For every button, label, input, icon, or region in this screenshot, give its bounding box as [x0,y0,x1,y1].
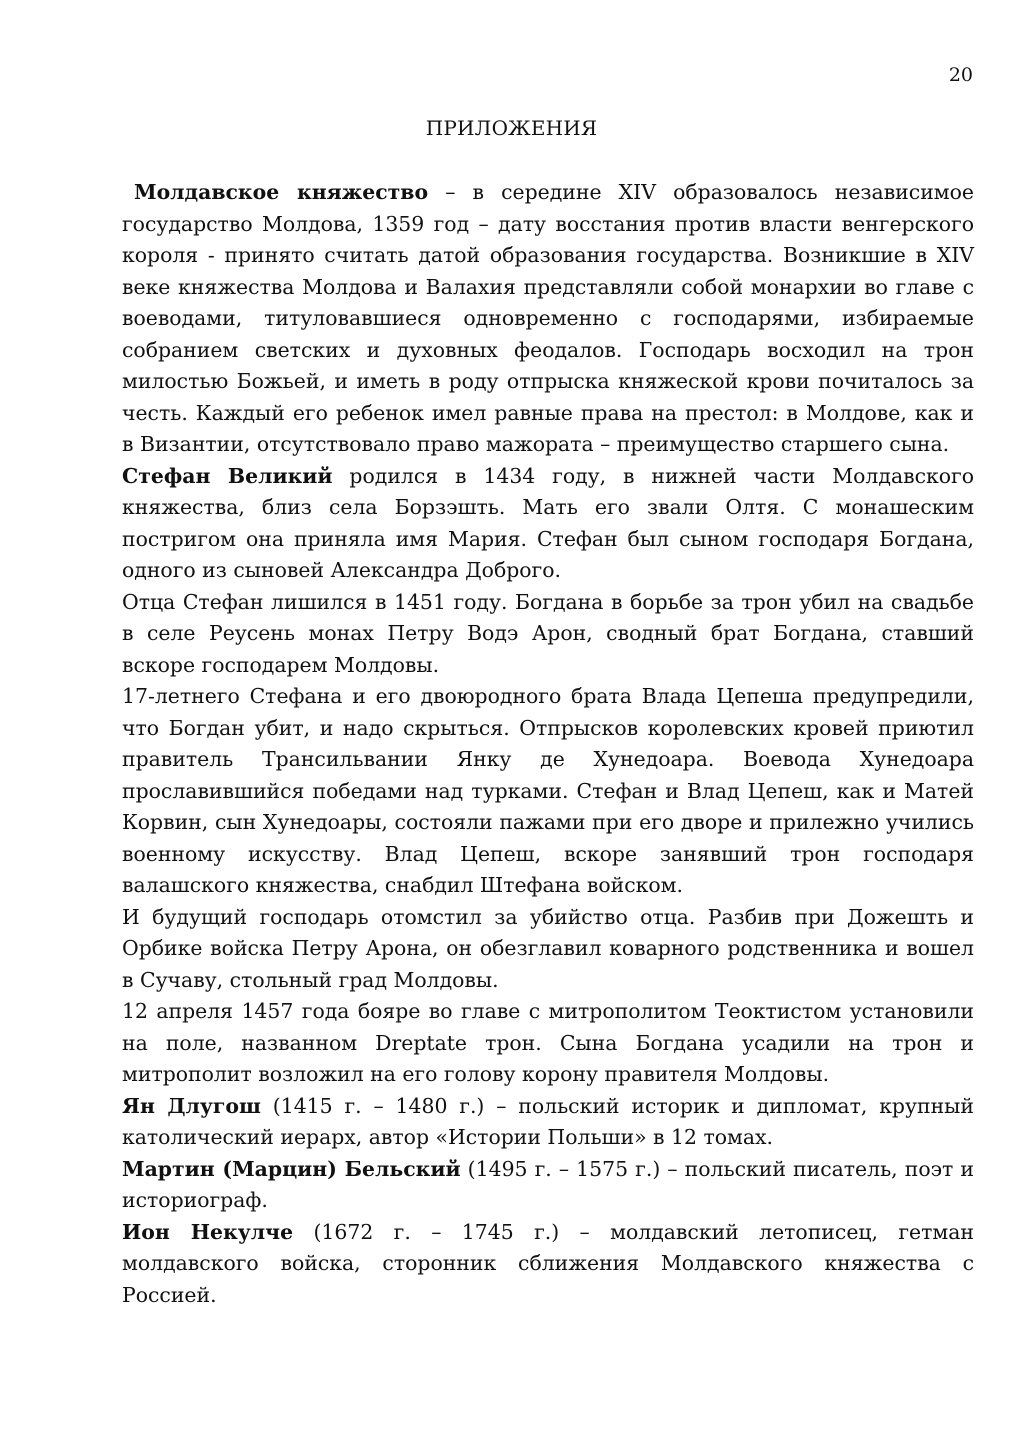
paragraph-revenge [122,902,974,997]
paragraph-text: Отца Стефан лишился в 1451 году. Богдана в борьбе за трон убил на свадьбе в селе Реусень монах Петру Водэ Арон, сводный брат Богдана, ставший вскоре господарем Молдовы. [122,589,974,677]
paragraph-text: родился в 1434 году, в нижней части Молдавского княжества, близ села Борзэшть. Мать его звали Олтя. С монашеским постригом она приняла имя Мария. Стефан был сыном господаря Богдана, одного из сыновей Александра Доброго. [122,463,974,582]
paragraph-text: – в середине XIV образовалось независимое государство Молдова, 1359 год – дату восстания против власти венгерского короля - принято считать датой образования государства. Возникшие в XIV веке княжества Молдова и Валахия представляли собой монархии во главе с воеводами, титуловавшиеся одновременно с господарями, избираемые собранием светских и духовных феодалов. Господарь восходил на трон милостью Божьей, и иметь в роду отпрыска княжеской крови почиталось за честь. Каждый его ребенок имел равные права на престол: в Молдове, как и в Византии, отсутствовало право мажората – преимущество старшего сына. [122,180,974,456]
paragraph-jan-dlugosz [122,1091,974,1154]
paragraph-stefan-the-great [122,461,974,587]
paragraph-father-death [122,587,974,682]
paragraph-ion-neculce [122,1217,974,1312]
page-number: 20 [948,64,973,86]
paragraph-coronation [122,996,974,1091]
paragraph-text: 12 апреля 1457 года бояре во главе с митрополитом Теоктистом установили на поле, названном Dreptate трон. Сына Богдана усадили на трон и митрополит возложил на его голову корону правителя Молдовы. [122,999,974,1086]
paragraph-text: (1672 г. – 1745 г.) – молдавский летописец, гетман молдавского войска, сторонник сближения Молдавского княжества с Россией. [122,1219,974,1307]
document-body [122,177,974,1311]
paragraph-text: (1415 г. – 1480 г.) – польский историк и дипломат, крупный католический иерарх, автор «Истории Польши» в 12 томах. [122,1093,974,1149]
section-heading: ПРИЛОЖЕНИЯ [425,116,598,140]
paragraph-text: И будущий господарь отомстил за убийство отца. Разбив при Дожешть и Орбике войска Петру Арона, он обезглавил коварного родственника и вошел в Сучаву, стольный град Молдовы. [122,904,974,992]
paragraph-text: 17-летнего Стефана и его двоюродного брата Влада Цепеша предупредили, что Богдан убит, и надо скрыться. Отпрысков королевских кровей приютил правитель Трансильвании Янку де Хунедоара. Воевода Хунедоара прославившийся победами над турками. Стефан и Влад Цепеш, как и Матей Корвин, сын Хунедоары, состояли пажами при его дворе и прилежно учились военному искусству. Влад Цепеш, вскоре занявший трон господаря валашского княжества, снабдил Штефана войском. [122,684,974,897]
term-marcin-bielski: Мартин (Марцин) Бельский [122,1156,461,1181]
term-ion-neculce: Ион Некулче [122,1219,294,1244]
term-moldavian-principality: Молдавское княжество [134,180,429,204]
term-jan-dlugosz: Ян Длугош [122,1093,261,1118]
paragraph-text: (1495 г. – 1575 г.) – польский писатель, поэт и историограф. [122,1156,974,1212]
paragraph-marcin-bielski [122,1154,974,1217]
term-stefan-the-great: Стефан Великий [122,463,333,488]
paragraph-moldavian-principality [122,177,974,461]
paragraph-hiding [122,681,974,902]
